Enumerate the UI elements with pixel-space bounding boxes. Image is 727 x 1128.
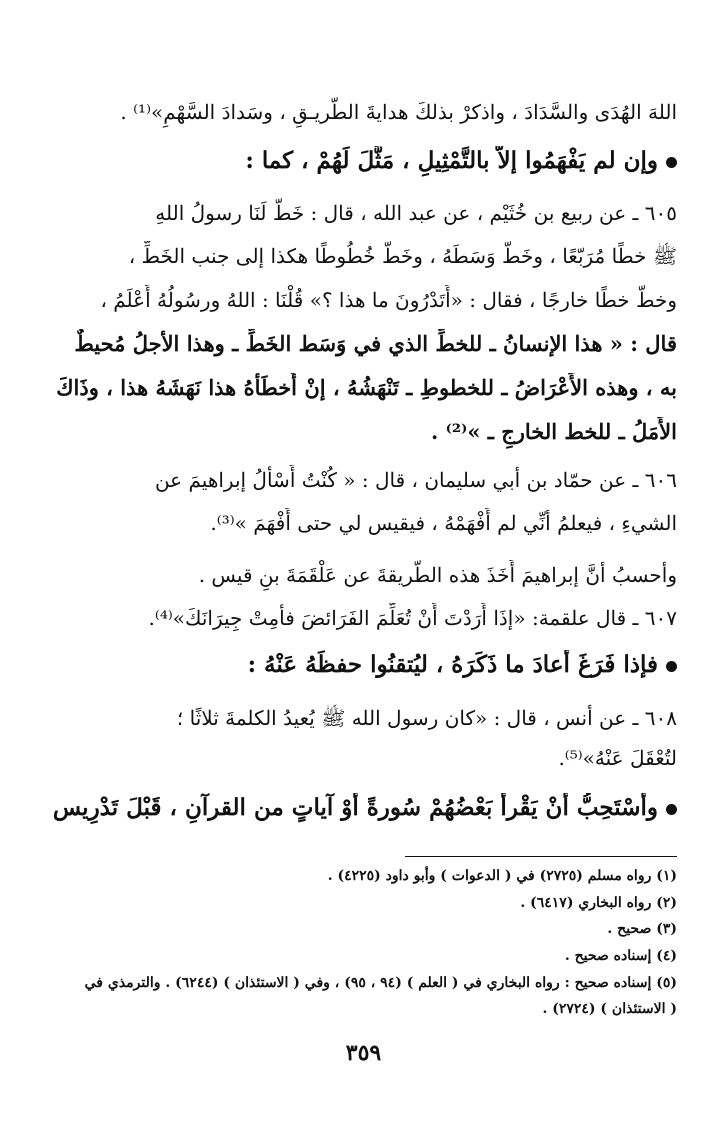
section-heading-text: وإن لم يَفْهَمُوا إلاَّ بالتَّمْثِيلِ ، مَثَّلَ لَهُمْ ، كما : (245, 147, 658, 174)
page-number: ٣٥٩ (345, 1040, 382, 1066)
text-line-6: قال : « هذا الإنسانُ ـ للخطِّ الذي في وَسَط الخَطِّ ـ وهذا الأجلُ مُحيطٌ (74, 331, 677, 356)
text-line-15: لتُعْقَلَ عَنْهُ»⁽⁵⁾. (558, 746, 677, 770)
bullet-icon (658, 651, 677, 678)
text-line-9: ٦٠٦ ـ عن حمّاد بن أبي سليمان ، قال : « كُنْتُ أَسْأَلُ إبراهيمَ عن (154, 468, 677, 492)
footnote-1: (١) رواه مسلم (٢٧٢٥) في ( الدعوات ) وأبو داود (٤٢٢٥) . (327, 868, 677, 884)
text-line-1: اللهَ الهُدَى والسَّدَادَ ، واذكرْ بذلكَ هدايةَ الطَّريـقِ ، وسَدادَ السَّهْمِ»⁽¹⁾ . (120, 100, 677, 124)
text-line-10: الشيءِ ، فيعلمُ أنِّي لم أَفْهَمْهُ ، فيقيس لي حتى أَفْهَمَ »⁽³⁾. (210, 511, 677, 535)
section-heading-text: فإذا فَرَغَ أعادَ ما ذَكَرَهُ ، ليُتقنُوا حفظَهُ عَنْهُ : (247, 651, 658, 678)
text-line-12: ٦٠٧ ـ قال علقمة: «إذَا أَرَدْتَ أَنْ تُعَلِّمَ الفَرَائضَ فأَمِتْ جِيرَانَكَ»⁽⁴⁾. (148, 606, 677, 630)
text-line-14: ٦٠٨ ـ عن أنس ، قال : «كان رسول الله ﷺ يُعيدُ الكلمةَ ثلاثًا ؛ (176, 706, 677, 730)
footnote-separator (405, 856, 677, 857)
bullet-icon (658, 147, 677, 174)
footnote-2: (٢) رواه البخاري (٦٤١٧) . (520, 895, 677, 911)
text-line-3: ٦٠٥ ـ عن ربيع بن خُثَيْم ، عن عبد الله ، قال : خَطَّ لَنَا رسولُ اللهِ (155, 201, 677, 225)
text-line-7: به ، وهذه الأَعْرَاضُ ـ للخطوطِ ـ تَنْهَشُهُ ، إنْ أَخطَأَهُ هذا نَهَشَهُ هذا ، وذَاكَ (56, 375, 677, 400)
text-line-11: وأحسبُ أنَّ إبراهيمَ أَخَذَ هذه الطَّريقةَ عن عَلْقَمَةَ بنِ قيس . (198, 563, 677, 587)
footnote-5: (٥) إسناده صحيح : رواه البخاري في ( العلم ) (٩٤ ، ٩٥) ، وفي ( الاستئذان ) (٦٢٤٤) . والترمذي في (84, 975, 677, 991)
section-heading-3 (47, 793, 677, 825)
footnote-4: (٤) إسناده صحيح . (564, 948, 677, 964)
text-line-4: ﷺ خطًا مُرَبّعًا ، وخَطَّ وَسَطَهُ ، وخَطَّ خُطُوطًا هكذا إلى جنب الخَطِّ ، (128, 244, 677, 268)
section-heading-2 (47, 650, 677, 682)
footnote-5-continued: ( الاستئذان ) (٢٧٢٤) . (542, 1001, 677, 1017)
section-heading-text: وأَسْتَحِبُّ أَنْ يَقْرأَ بَعْضُهُمْ سُورةً أَوْ آياتٍ من القرآنِ ، قَبْلَ تَدْرِيس (52, 794, 658, 821)
bullet-icon (658, 794, 677, 821)
section-heading-1 (47, 146, 677, 178)
footnote-3: (٣) صحيح . (607, 921, 677, 937)
text-line-5: وخطَّ خطًا خارجًا ، فقال : «أَتَدْرُونَ ما هذا ؟» قُلْنَا : اللهُ ورسُولُهُ أَعْلَمُ ، (100, 288, 677, 312)
text-line-8: الأَمَلُ ـ للخط الخارجِ ـ »⁽²⁾ . (430, 419, 677, 444)
